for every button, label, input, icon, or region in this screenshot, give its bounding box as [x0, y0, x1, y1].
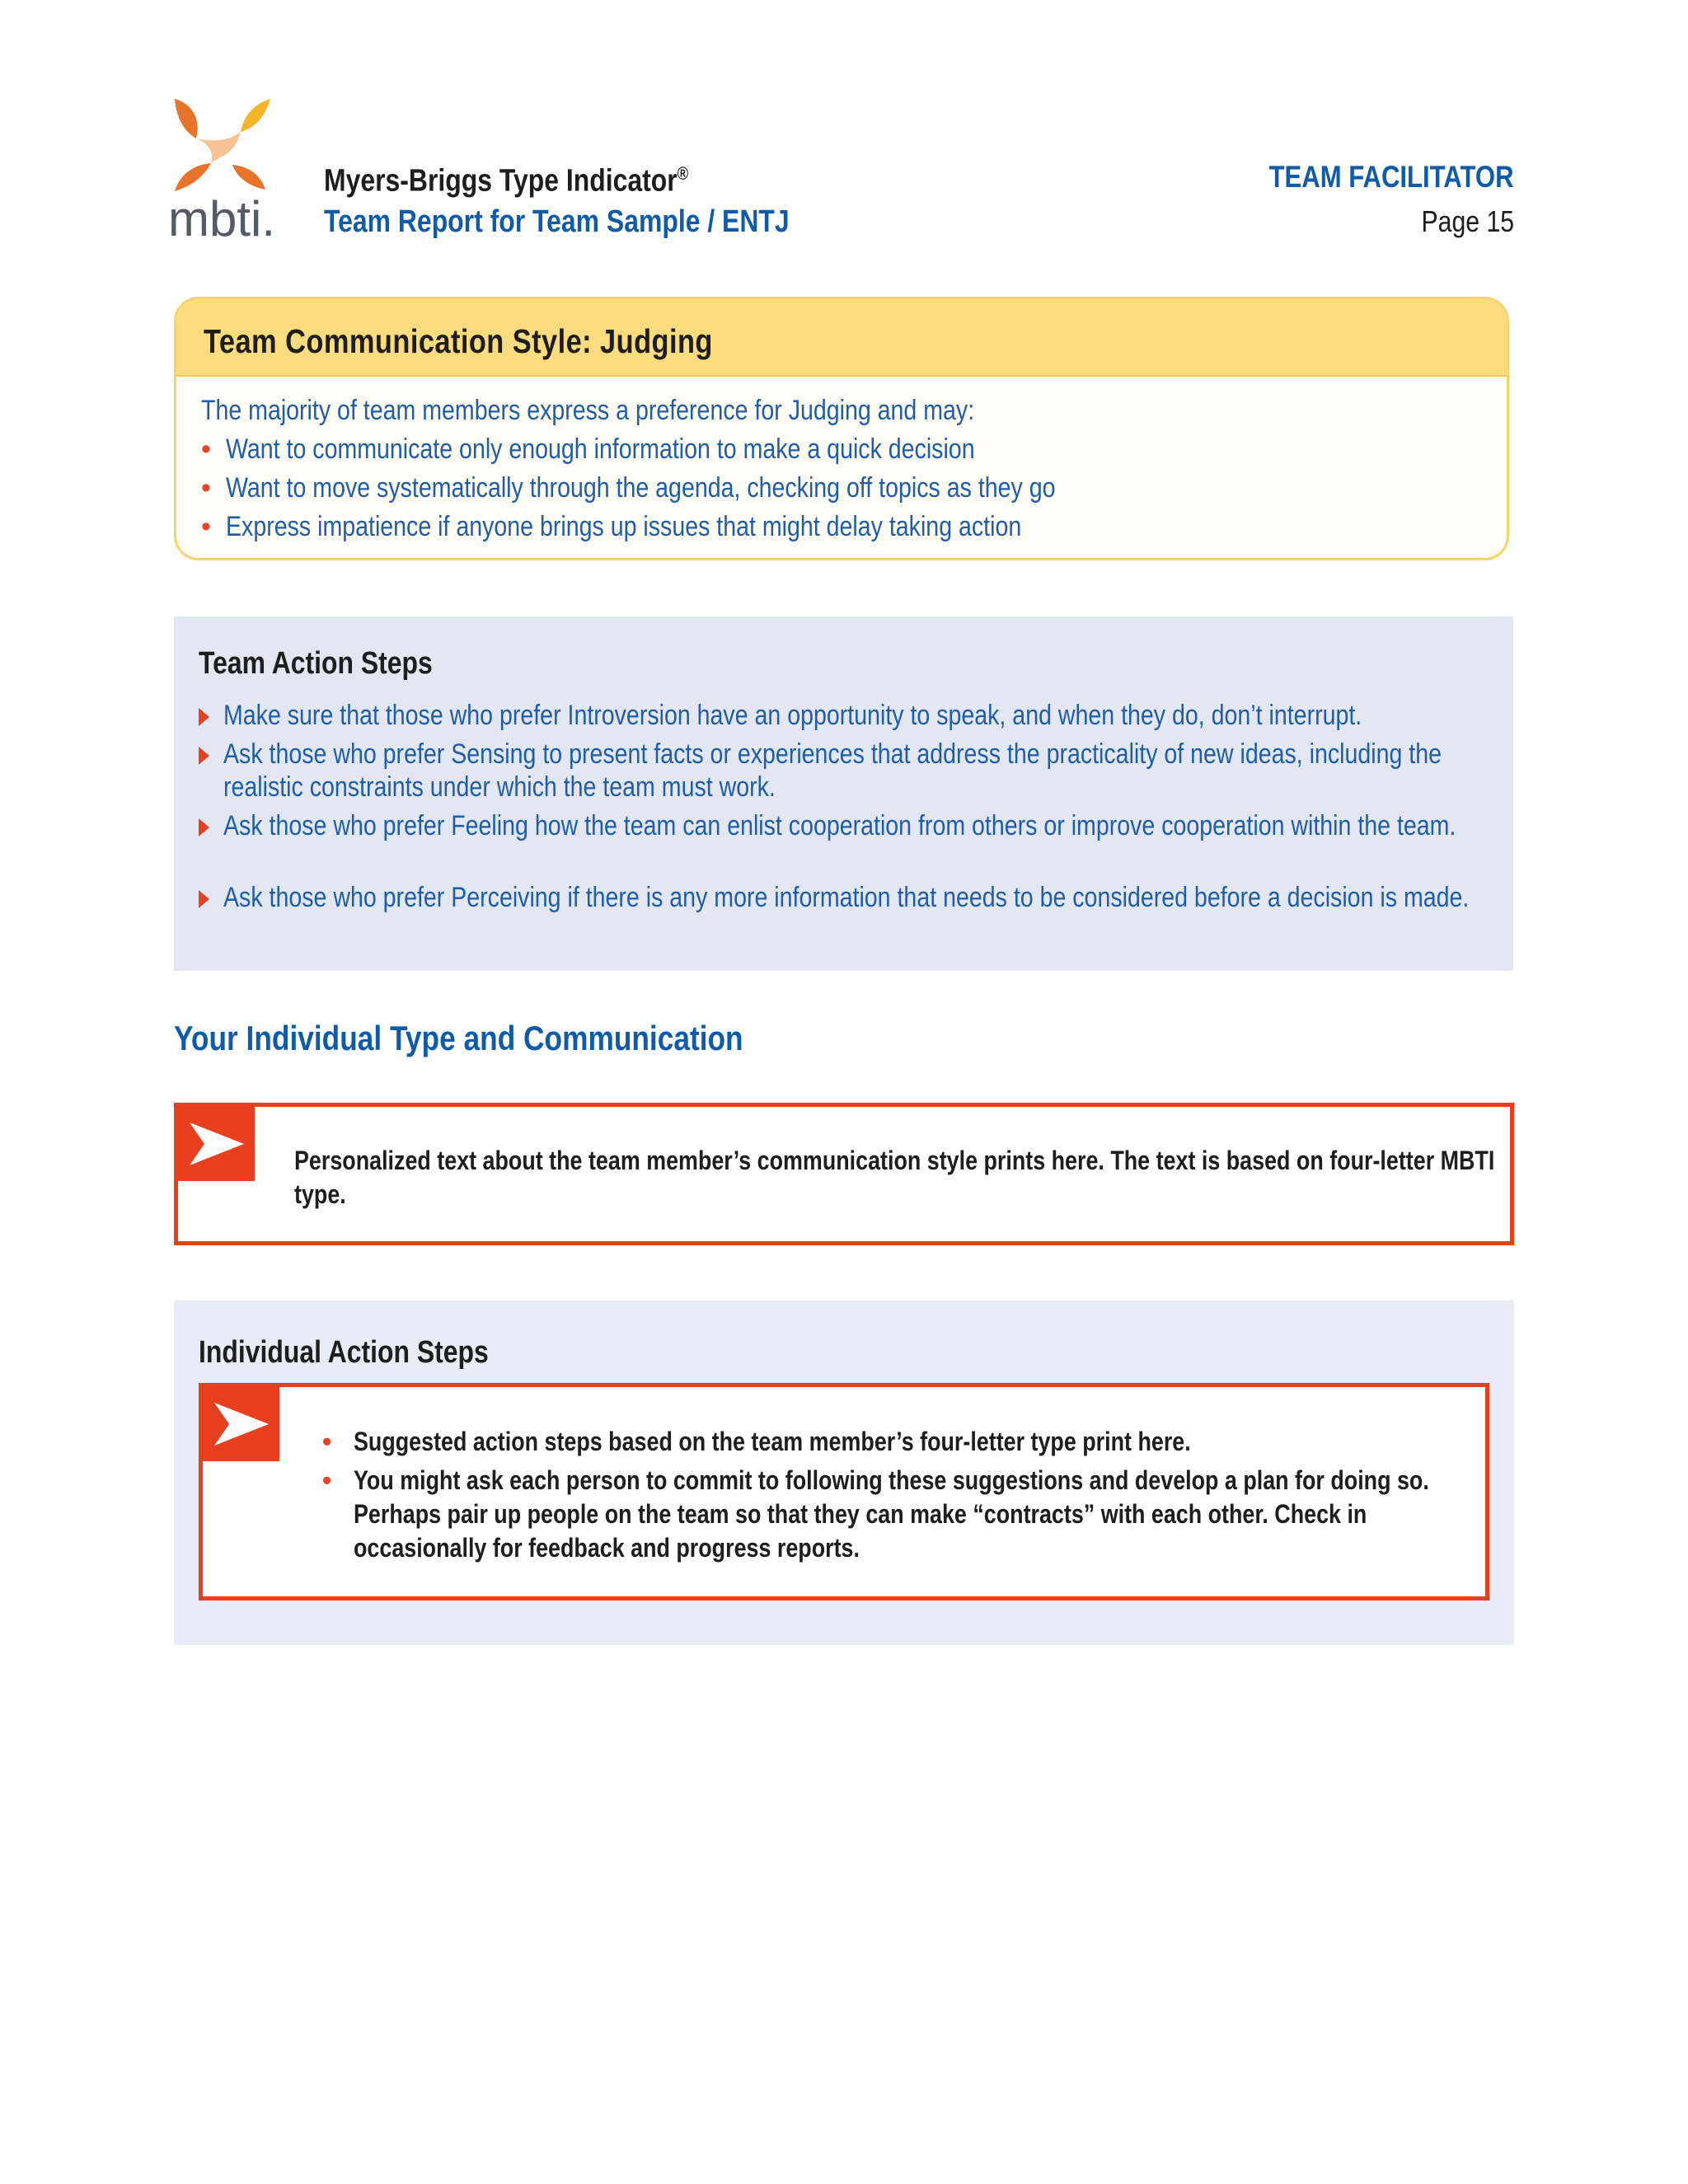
personalized-text: Personalized text about the team member’s communication style prints here. The text is based on four-letter MBTI type.: [294, 1146, 1495, 1209]
triangle-bullet-icon: [199, 747, 209, 765]
arrow-flag-icon: [178, 1107, 255, 1181]
personalized-text-box: [174, 1103, 1514, 1245]
team-action-steps-panel: Team Action Steps Make sure that those who prefer Introversion have an opportunity to speak, and when they do, don’t interrupt. Ask those who prefer Sensing to present facts or experiences that address the practicality of new ideas, including the realistic constraints under which the team must work. Ask those who prefer Feeling how the team can enlist cooperation from others or improve cooperation within the team. Ask those who prefer Perceiving if there is any more information that needs to be considered before a decision is made.: [174, 616, 1513, 971]
individual-action-steps-panel: [174, 1301, 1514, 1645]
communication-intro: The majority of team members express a preference for Judging and may:: [201, 395, 975, 426]
dot-bullet-icon: •: [201, 511, 211, 542]
list-item: • Want to communicate only enough information to make a quick decision: [201, 430, 1487, 469]
dot-bullet-icon: •: [201, 472, 211, 504]
svg-text:mbti.: mbti.: [168, 191, 276, 244]
triangle-bullet-icon: [199, 708, 209, 726]
list-item: • Want to move systematically through the agenda, checking off topics as they go: [201, 469, 1487, 508]
page-number: Page 15: [1421, 204, 1514, 238]
communication-style-header: [176, 299, 1507, 377]
communication-style-body: [201, 391, 1487, 546]
list-item: • Express impatience if anyone brings up issues that might delay taking action: [201, 508, 1487, 546]
dot-bullet-icon: •: [322, 1465, 332, 1495]
individual-section-heading: Your Individual Type and Communication: [174, 1019, 743, 1057]
triangle-bullet-icon: [199, 818, 209, 837]
triangle-bullet-icon: [199, 890, 209, 908]
communication-style-box: [174, 297, 1509, 560]
communication-style-title: Team Communication Style: Judging: [204, 322, 713, 360]
report-subtitle: Team Report for Team Sample / ENTJ: [324, 204, 790, 239]
individual-action-steps-title: Individual Action Steps: [199, 1335, 489, 1370]
report-title: Myers-Briggs Type Indicator®: [324, 163, 689, 199]
team-action-steps-title: Team Action Steps: [199, 646, 433, 681]
registered-mark: ®: [677, 163, 689, 184]
dot-bullet-icon: •: [201, 434, 211, 465]
arrow-flag-icon: [203, 1387, 279, 1461]
facilitator-label: TEAM FACILITATOR: [1269, 160, 1514, 194]
dot-bullet-icon: •: [322, 1427, 332, 1456]
mbti-logo: [168, 96, 284, 244]
individual-action-steps-box: • Suggested action steps based on the team member’s four-letter type print here. • You might ask each person to commit to following these suggestions and develop a plan for doing so. Perhaps pair up people on the team so that they can make “contracts” with each other. Check in occasionally for feedback and progress reports.: [199, 1383, 1489, 1601]
